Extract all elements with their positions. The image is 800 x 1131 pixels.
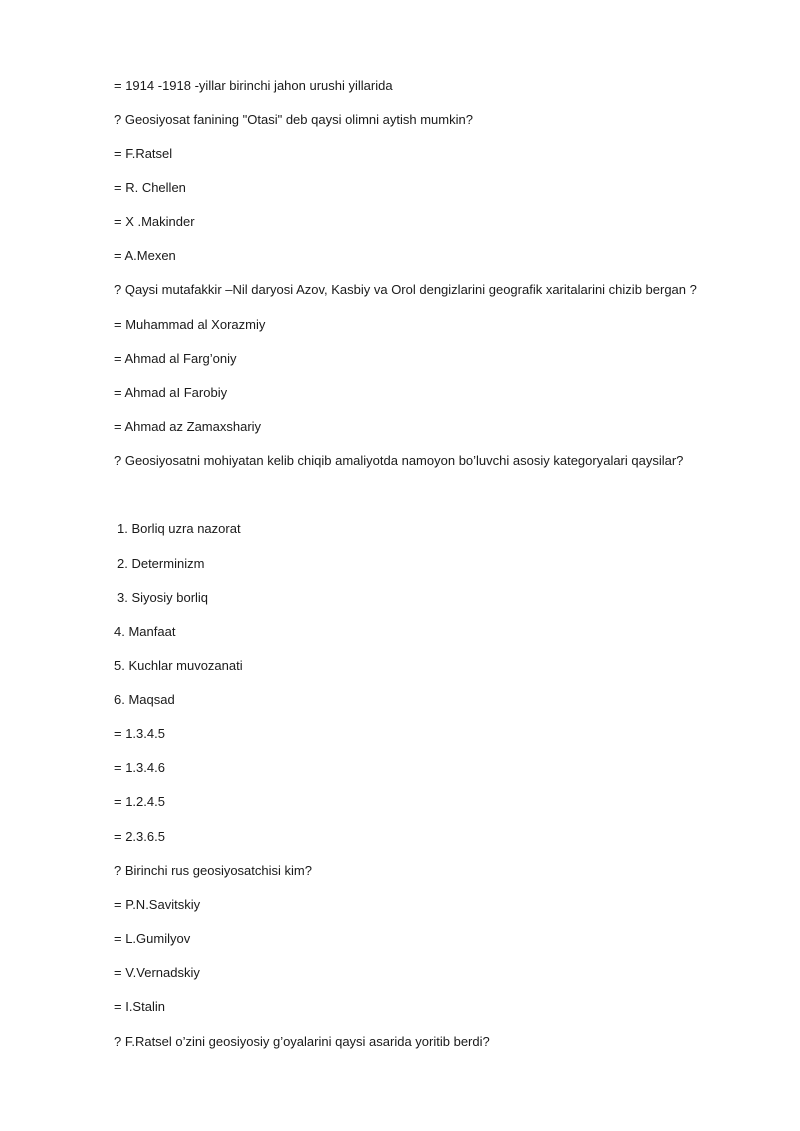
- answer-line: = 1.2.4.5: [114, 794, 165, 809]
- answer-line: = 1.3.4.6: [114, 760, 165, 775]
- answer-line: = 1.3.4.5: [114, 726, 165, 741]
- answer-line: = F.Ratsel: [114, 146, 173, 161]
- answer-line: = Ahmad az Zamaxshariy: [114, 419, 262, 434]
- answer-line: = L.Gumilyov: [114, 931, 191, 946]
- answer-line: = 1914 -1918 -yillar birinchi jahon urushi yillarida: [114, 78, 393, 93]
- question-line: ? Geosiyosat fanining "Otasi" deb qaysi olimni aytish mumkin?: [114, 112, 473, 127]
- answer-line: = P.N.Savitskiy: [114, 897, 201, 912]
- list-item: 1. Borliq uzra nazorat: [117, 521, 241, 536]
- question-line: ? Birinchi rus geosiyosatchisi kim?: [114, 863, 312, 878]
- answer-line: = Ahmad al Farg’oniy: [114, 351, 237, 366]
- list-item: 6. Maqsad: [114, 692, 175, 707]
- answer-line: = I.Stalin: [114, 999, 165, 1014]
- answer-line: = 2.3.6.5: [114, 829, 165, 844]
- answer-line: = A.Mexen: [114, 248, 176, 263]
- list-item: 4. Manfaat: [114, 624, 176, 639]
- answer-line: = Muhammad al Xorazmiy: [114, 317, 266, 332]
- answer-line: = Ahmad aI Farobiy: [114, 385, 228, 400]
- answer-line: = R. Chellen: [114, 180, 186, 195]
- list-item: 5. Kuchlar muvozanati: [114, 658, 243, 673]
- question-line: ? F.Ratsel o’zini geosiyosiy g’oyalarini qaysi asarida yoritib berdi?: [114, 1034, 490, 1049]
- list-item: 2. Determinizm: [117, 556, 205, 571]
- answer-line: = X .Makinder: [114, 214, 195, 229]
- question-line: ? Geosiyosatni mohiyatan kelib chiqib amaliyotda namoyon bo’luvchi asosiy kategoryalari qaysilar?: [114, 453, 684, 468]
- answer-line: = V.Vernadskiy: [114, 965, 200, 980]
- question-line: ? Qaysi mutafakkir –Nil daryosi Azov, Kasbiy va Orol dengizlarini geografik xaritalarini chizib bergan ?: [114, 282, 697, 297]
- list-item: 3. Siyosiy borliq: [117, 590, 209, 605]
